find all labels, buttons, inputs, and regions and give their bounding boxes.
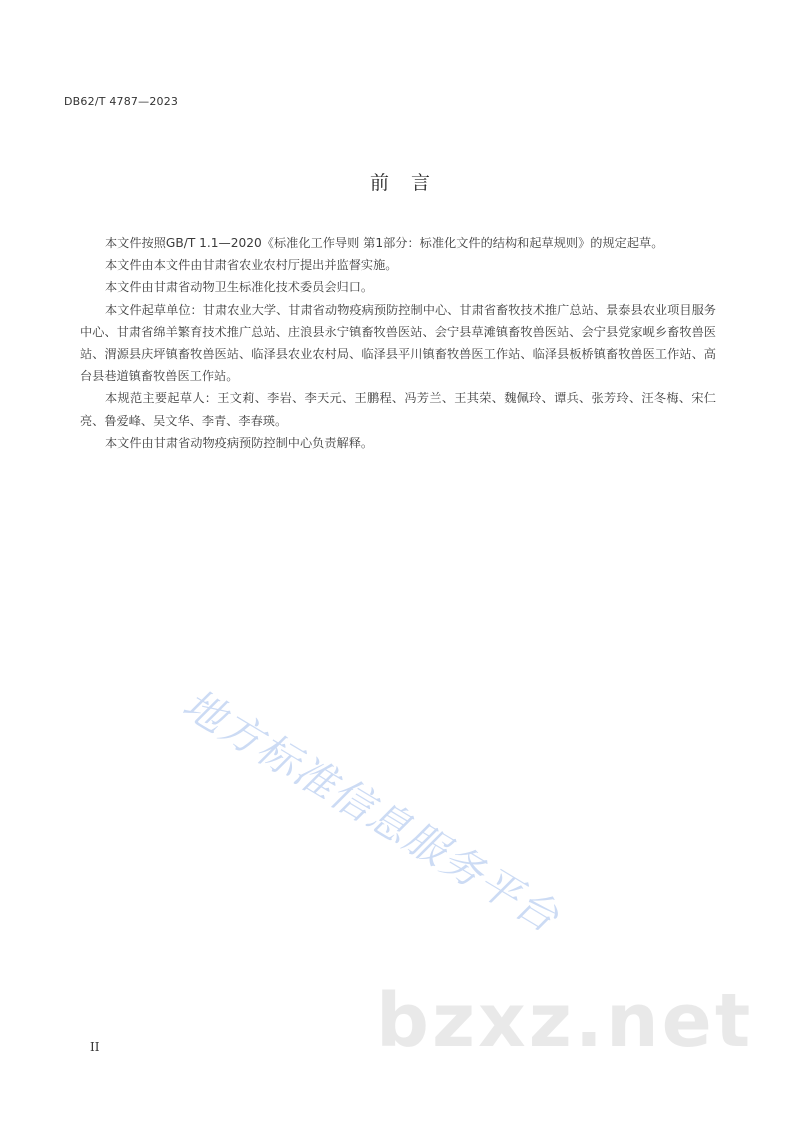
watermark-chinese: 地方标准信息服务平台 [174,679,568,943]
paragraph-drafters: 本规范主要起草人：王文莉、李岩、李天元、王鹏程、冯芳兰、王其荣、魏佩玲、谭兵、张芳玲、汪冬梅、宋仁亮、鲁爱峰、吴文华、李青、李春瑛。 [80,391,716,428]
paragraph-interpretation: 本文件由甘肃省动物疫病预防控制中心负责解释。 [105,435,374,450]
document-code: DB62/T 4787—2023 [64,95,179,108]
page-number: II [90,1040,100,1054]
page-title: 前言 [369,172,452,194]
paragraph-committee: 本文件由甘肃省动物卫生标准化技术委员会归口。 [105,280,374,295]
paragraph-proposer: 本文件由本文件由甘肃省农业农村厅提出并监督实施。 [105,258,398,273]
foreword-body [80,232,716,454]
paragraph-drafting-units: 本文件起草单位：甘肃农业大学、甘肃省动物疫病预防控制中心、甘肃省畜牧技术推广总站、景泰县农业项目服务中心、甘肃省绵羊繁育技术推广总站、庄浪县永宁镇畜牧兽医站、会宁县草滩镇畜牧兽医站、会宁县党家岘乡畜牧兽医站、渭源县庆坪镇畜牧兽医站、临泽县农业农村局、临泽县平川镇畜牧兽医工作站、临泽县板桥镇畜牧兽医工作站、高台县巷道镇畜牧兽医工作站。 [80,302,716,384]
paragraph-drafting-rules: 本文件按照GB/T 1.1—2020《标准化工作导则 第1部分：标准化文件的结构和起草规则》的规定起草。 [105,236,664,250]
watermark-english: bzxz.net [376,978,754,1064]
